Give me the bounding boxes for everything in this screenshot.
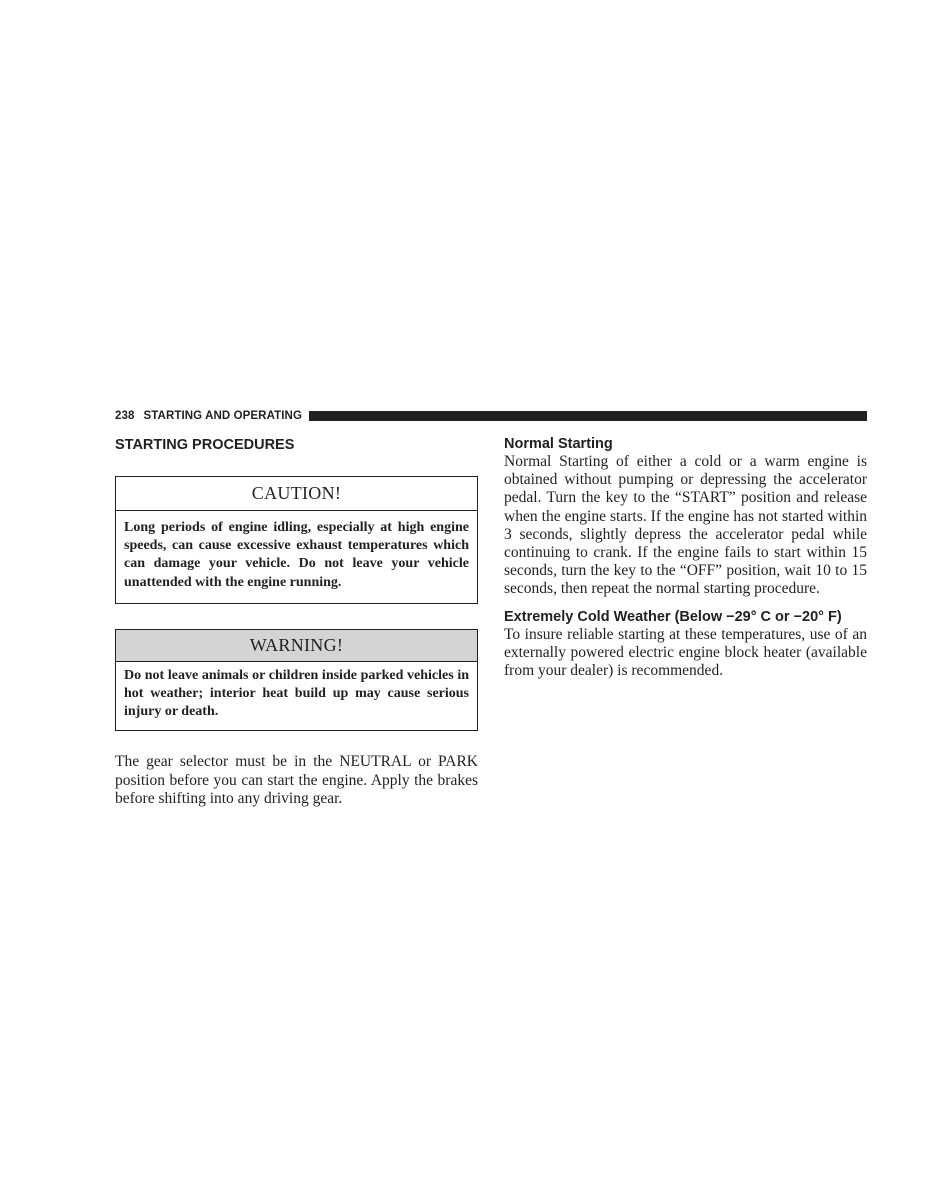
page-number: 238 bbox=[115, 410, 135, 422]
caution-text: Long periods of engine idling, especially at high engine speeds, can cause excessive exhaust temperatures which can damage your vehicle. Do not leave your vehicle unattended with the engine running. bbox=[124, 520, 469, 590]
cold-weather-heading: Extremely Cold Weather (Below −29° C or −20° F) bbox=[504, 608, 842, 625]
normal-starting-heading: Normal Starting bbox=[504, 436, 613, 452]
header-rule bbox=[309, 411, 867, 421]
warning-title: WARNING! bbox=[116, 630, 477, 662]
normal-starting-text: Normal Starting of either a cold or a warm engine is obtained without pumping or depressing the accelerator pedal. Turn the key to the “START” position and release when the engine starts. If the engine has not started within 3 seconds, slightly depress the accelerator pedal while continuing to crank. If the engine fails to start within 15 seconds, turn the key to the “OFF” position, wait 10 to 15 seconds, then repeat the normal starting procedure. bbox=[504, 453, 867, 598]
caution-title: CAUTION! bbox=[116, 477, 477, 511]
gear-selector-paragraph: The gear selector must be in the NEUTRAL or PARK position before you can start the engine. Apply the brakes before shifting into any driving gear. bbox=[115, 753, 478, 807]
page-header bbox=[115, 408, 867, 424]
section-name: STARTING AND OPERATING bbox=[143, 410, 303, 422]
section-title: STARTING PROCEDURES bbox=[115, 437, 295, 453]
warning-box bbox=[115, 629, 478, 732]
warning-text: Do not leave animals or children inside parked vehicles in hot weather; interior heat build up may cause serious injury or death. bbox=[124, 667, 469, 720]
right-column bbox=[504, 436, 867, 680]
left-column bbox=[115, 436, 478, 808]
caution-box bbox=[115, 476, 478, 604]
cold-weather-text: To insure reliable starting at these temperatures, use of an externally powered electric engine block heater (available from your dealer) is recommended. bbox=[504, 625, 867, 680]
